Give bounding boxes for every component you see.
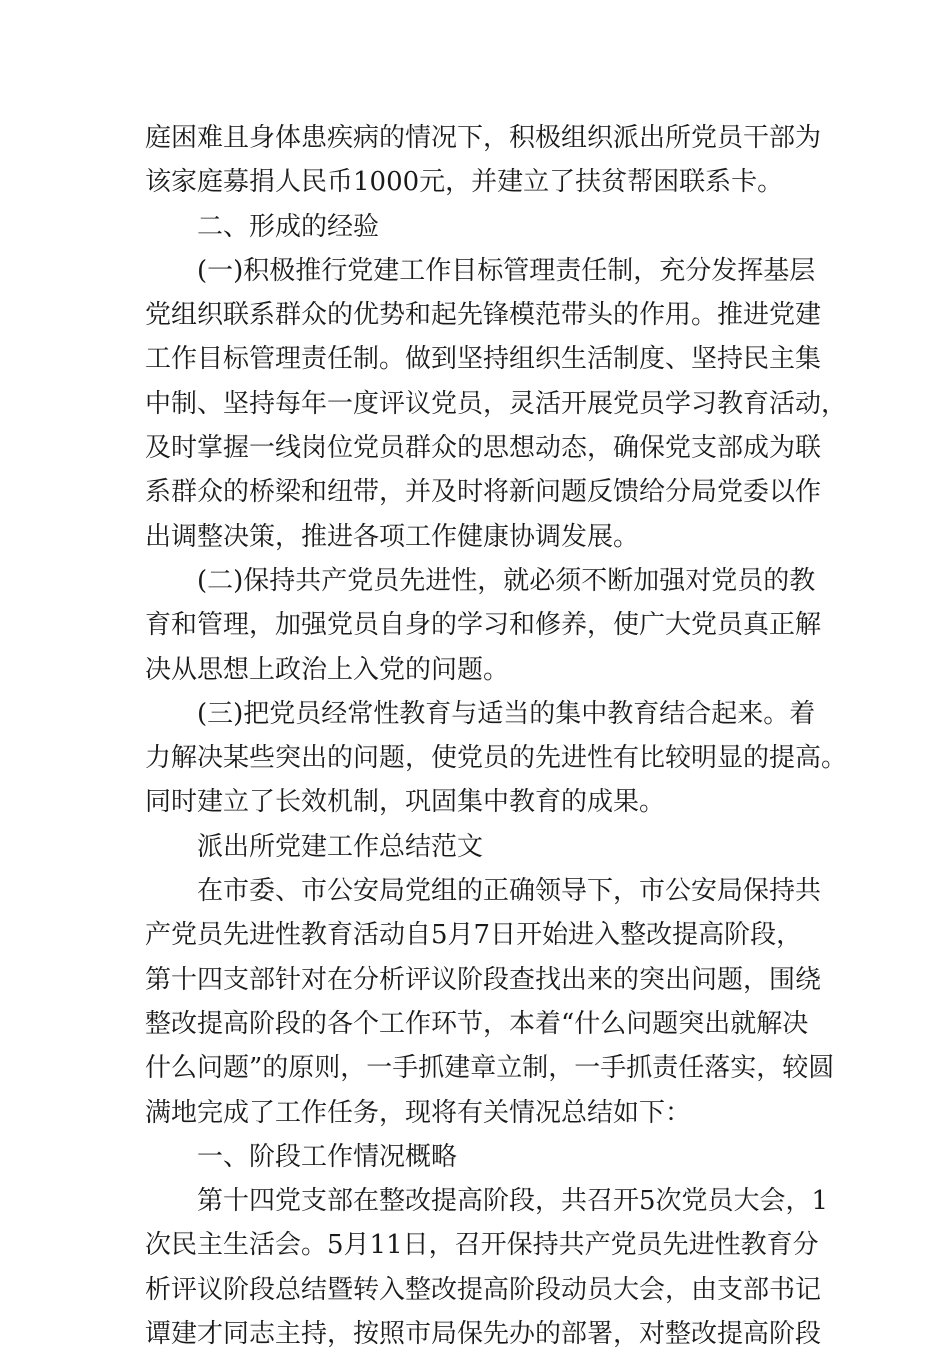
text-line: 及时掌握一线岗位党员群众的思想动态，确保党支部成为联 (145, 433, 822, 464)
text-line: 什么问题”的原则，一手抓建章立制，一手抓责任落实，较圆 (145, 1053, 835, 1084)
text-line: 二、形成的经验 (197, 211, 380, 242)
text-line: 该家庭募捐人民币1000元，并建立了扶贫帮困联系卡。 (145, 167, 784, 198)
text-line: 庭困难且身体患疾病的情况下，积极组织派出所党员干部为 (145, 123, 822, 153)
text-line: 党组织联系群众的优势和起先锋模范带头的作用。推进党建 (145, 300, 822, 331)
text-line: 同时建立了长效机制，巩固集中教育的成果。 (145, 787, 666, 818)
text-line: (一)积极推行党建工作目标管理责任制，充分发挥基层 (197, 255, 816, 286)
text-line: (三)把党员经常性教育与适当的集中教育结合起来。着 (197, 698, 816, 729)
text-line: 力解决某些突出的问题，使党员的先进性有比较明显的提高。 (145, 743, 848, 774)
text-line: 系群众的桥梁和纽带，并及时将新问题反馈给分局党委以作 (145, 477, 822, 508)
text-line: 谭建才同志主持，按照市局保先办的部署，对整改提高阶段 (145, 1319, 822, 1350)
text-line: 一、阶段工作情况概略 (197, 1141, 458, 1172)
text-line: 第十四支部针对在分析评议阶段查找出来的突出问题，围绕 (145, 964, 822, 995)
text-line: 满地完成了工作任务，现将有关情况总结如下： (145, 1097, 692, 1128)
text-line: 派出所党建工作总结范文 (197, 831, 484, 862)
text-line: 决从思想上政治上入党的问题。 (145, 654, 510, 685)
text-line: 整改提高阶段的各个工作环节，本着“什么问题突出就解决 (145, 1008, 809, 1039)
text-line: 次民主生活会。5月11日，召开保持共产党员先进性教育分 (145, 1230, 819, 1261)
text-line: (二)保持共产党员先进性，就必须不断加强对党员的教 (197, 565, 816, 596)
text-line: 产党员先进性教育活动自5月7日开始进入整改提高阶段， (145, 920, 803, 951)
text-line: 在市委、市公安局党组的正确领导下，市公安局保持共 (197, 876, 822, 907)
text-line: 出调整决策，推进各项工作健康协调发展。 (145, 521, 640, 552)
text-line: 育和管理，加强党员自身的学习和修养，使广大党员真正解 (145, 610, 822, 641)
text-line: 中制、坚持每年一度评议党员，灵活开展党员学习教育活动， (145, 388, 848, 419)
text-line: 析评议阶段总结暨转入整改提高阶段动员大会，由支部书记 (145, 1274, 822, 1305)
text-line: 工作目标管理责任制。做到坚持组织生活制度、坚持民主集 (145, 344, 822, 375)
text-line: 第十四党支部在整改提高阶段，共召开5次党员大会，1 (197, 1186, 829, 1217)
body-text (145, 116, 848, 1356)
